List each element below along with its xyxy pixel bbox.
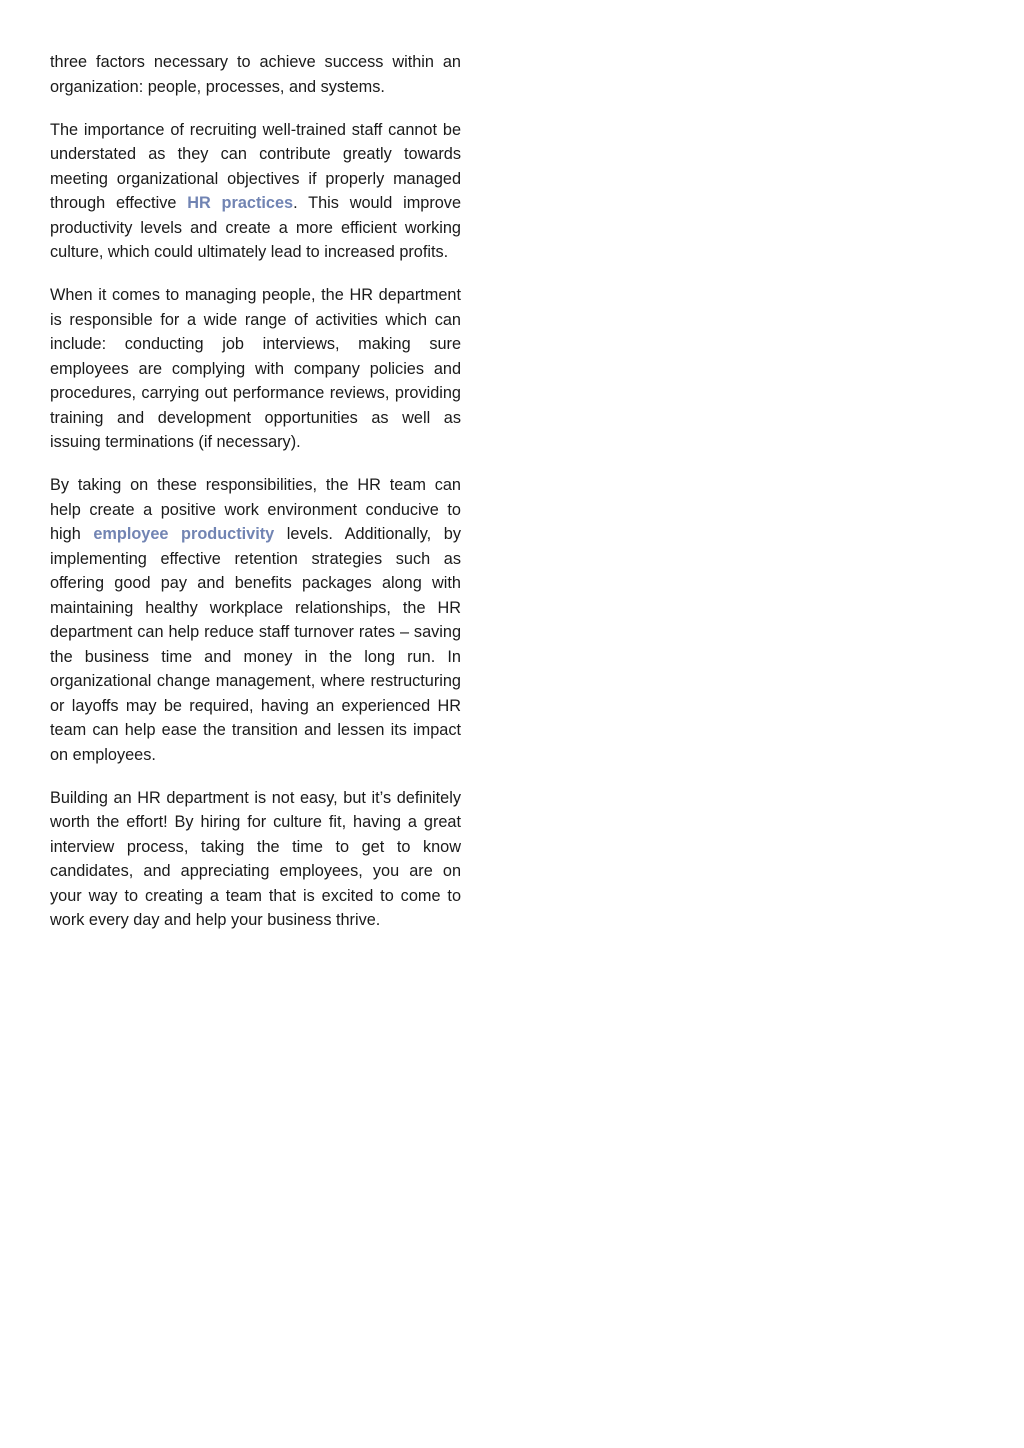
- employee-productivity-link[interactable]: employee productivity: [93, 525, 275, 543]
- paragraph-5-text: Building an HR department is not easy, but it’s definitely worth the effort! By hiring for culture fit, having a great interview process, taking the time to get to know candidates, and appreciating employees, you are on your way to creating a team that is excited to come to work every day and help your business thrive.: [50, 788, 461, 929]
- paragraph-2: [50, 118, 461, 265]
- hr-practices-link[interactable]: HR practices: [187, 194, 294, 212]
- paragraph-5: [50, 786, 461, 933]
- paragraph-1-text: three factors necessary to achieve success within an organization: people, processes, and systems.: [50, 53, 461, 96]
- paragraph-3-text: When it comes to managing people, the HR department is responsible for a wide range of activities which can include: conducting job interviews, making sure employees are complying with company policies and procedures, carrying out performance reviews, providing training and development opportunities as well as issuing terminations (if necessary).: [50, 286, 461, 451]
- article-body: [50, 50, 461, 951]
- paragraph-4-text-start: By taking on these responsibilities, the HR team can help create a positive work environment conducive to high: [50, 476, 461, 543]
- paragraph-4: [50, 473, 461, 767]
- paragraph-3: [50, 283, 461, 455]
- paragraph-1: [50, 50, 461, 99]
- paragraph-4-text-end: levels. Additionally, by implementing effective retention strategies such as offering good pay and benefits packages along with maintaining healthy workplace relationships, the HR department can help reduce staff turnover rates – saving the business time and money in the long run. In organizational change management, where restructuring or layoffs may be required, having an experienced HR team can help ease the transition and lessen its impact on employees.: [50, 525, 461, 764]
- paragraph-2-text-end: . This would improve productivity levels and create a more efficient working culture, which could ultimately lead to increased profits.: [50, 194, 461, 261]
- paragraph-2-text-start: The importance of recruiting well-trained staff cannot be understated as they can contribute greatly towards meeting organizational objectives if properly managed through effective: [50, 120, 461, 212]
